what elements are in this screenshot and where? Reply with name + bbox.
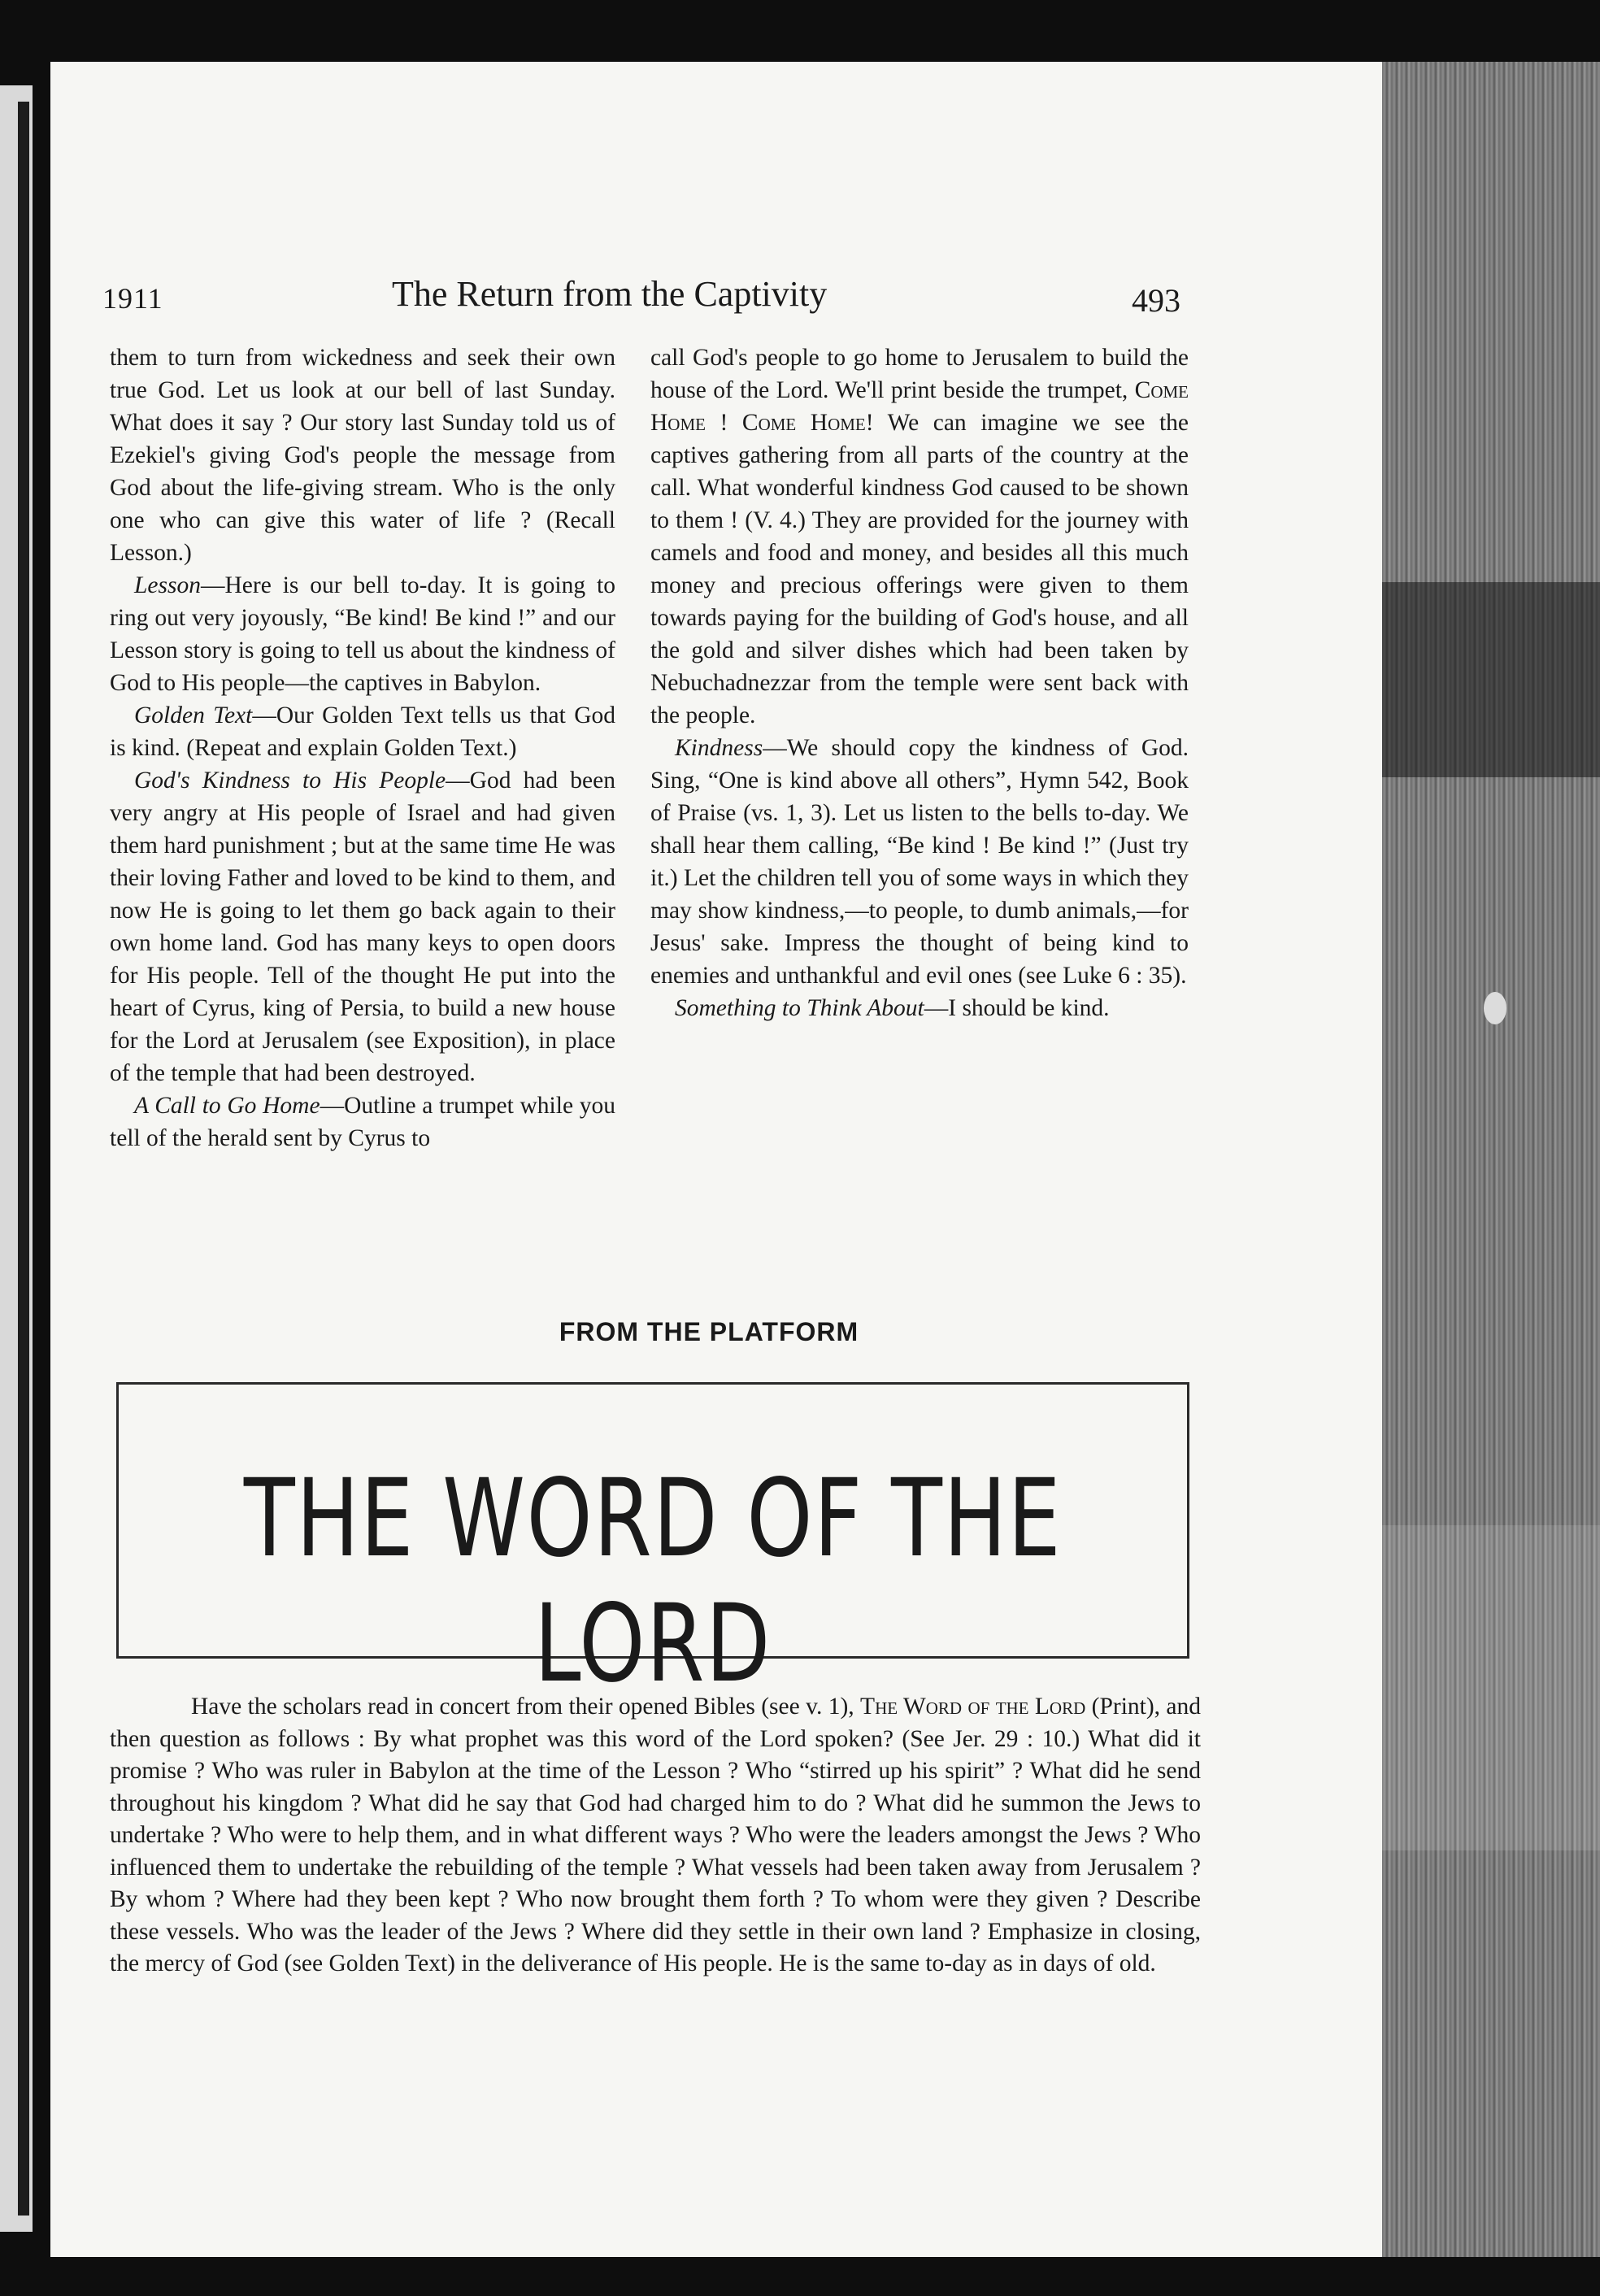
paragraph-text: We can imagine we see the captives gathering from all parts of the country at the call. What wonderful kindness God caused to be shown to them ! (V. 4.) They are provided for the journey with camels and food and money, and besides all this much money and precious offerings were given to them towards paying for the building of God's house, and all the gold and silver dishes which had been taken by Nebuchadnezzar from the temple were sent back with the people.: [650, 410, 1189, 728]
paragraph-lead: Golden Text: [134, 702, 253, 728]
small-caps-phrase: The Word of the Lord: [860, 1694, 1086, 1720]
paragraph-lead: A Call to Go Home: [134, 1093, 320, 1119]
paragraph-lesson: [110, 569, 615, 699]
paragraph-text: —I should be kind.: [924, 995, 1110, 1021]
paragraph-text: —We should copy the kindness of God. Sing, “One is kind above all others”, Hymn 542, Book of Praise (vs. 1, 3). Let us listen to the bells to-day. We shall hear them calling, “Be kind ! Be kind !” (Just try it.) Let the children tell you of some ways in which they may show kindness,—to people, to dumb animals,—for Jesus' sake. Impress the thought of being kind to enemies and unthankful and evil ones (see Luke 6 : 35).: [650, 735, 1189, 989]
paragraph: [650, 341, 1189, 732]
left-page-gutter: [18, 102, 29, 2216]
dust-speck: [1484, 992, 1507, 1024]
paragraph-text: —God had been very angry at His people of Israel and had given them hard punishment ; but at the same time He was their loving Father and loved to be kind to them, and now He is going to let them go back again to their own home land. God has many keys to open doors for His people. Tell of the thought He put into the heart of Cyrus, king of Persia, to build a new house for the Lord at Jerusalem (see Exposition), in place of the temple that had been destroyed.: [110, 768, 615, 1086]
paragraph-think-about: [650, 992, 1189, 1024]
header-year: 1911: [102, 282, 163, 315]
paragraph-kindness: [650, 732, 1189, 992]
platform-heading: FROM THE PLATFORM: [559, 1317, 859, 1346]
platform-box-title: THE WORD OF THE LORD: [243, 1456, 1063, 1707]
paragraph-text: call God's people to go home to Jerusalem to build the house of the Lord. We'll print beside the trumpet,: [650, 345, 1189, 403]
small-caps-phrase: Come Home ! Come Home!: [650, 377, 1189, 436]
paragraph-text: (Print), and then question as follows : By what prophet was this word of the Lord spoken? (See Jer. 29 : 10.) What did it promise ? Who was ruler in Babylon at the time of the Lesson ? Who “stirred up his spirit” ? What did he send throughout his kingdom ? What did he say that God had charged him to do ? What did he summon the Jews to undertake ? Who were to help them, and in what different ways ? Who were the leaders amongst the Jews ? Who influenced them to undertake the rebuilding of the temple ? What vessels had been taken away from Jerusalem ? By whom ? Where had they been kept ? Who now brought them forth ? To whom were they given ? Describe these vessels. Who was the leader of the Jews ? Where did they settle in their own land ? Emphasize in closing, the mercy of God (see Golden Text) in the deliverance of His people. He is the same to-day as in days of old.: [110, 1694, 1202, 1976]
left-column: [110, 341, 615, 1155]
edge-highlight: [1382, 1525, 1600, 1850]
running-title: The Return from the Captivity: [392, 274, 828, 314]
platform-instructions: [110, 1691, 1201, 1981]
paragraph-text: —Here is our bell to-day. It is going to ring out very joyously, “Be kind! Be kind !” and our Lesson story is going to tell us about the kindness of God to His people—the captives in Babylon.: [110, 572, 615, 696]
running-header: [50, 273, 1384, 322]
page-number: 493: [1132, 282, 1180, 319]
paragraph-call-home: [110, 1089, 615, 1155]
paragraph-lead: Lesson: [134, 572, 201, 598]
paragraph: [110, 341, 615, 569]
right-column: [650, 341, 1189, 1024]
paragraph-lead: Kindness: [675, 735, 763, 761]
paragraph-lead: God's Kindness to His People: [134, 768, 446, 794]
paragraph-gods-kindness: [110, 764, 615, 1089]
edge-stain: [1382, 582, 1600, 777]
paragraph-golden-text: [110, 699, 615, 764]
paragraph-text: —Outline a trumpet while you tell of the herald sent by Cyrus to: [110, 1093, 615, 1151]
paragraph-text: them to turn from wickedness and seek their own true God. Let us look at our bell of last Sunday. What does it say ? Our story last Sunday told us of Ezekiel's giving God's people the message from God about the life-giving stream. Who is the only one who can give this water of life ? (Recall Lesson.): [110, 345, 615, 566]
paragraph-lead: Something to Think About: [675, 995, 924, 1021]
paragraph-text: —Our Golden Text tells us that God is kind. (Repeat and explain Golden Text.): [110, 702, 615, 761]
page-block-edges: [1382, 62, 1600, 2257]
paragraph-text: Have the scholars read in concert from their opened Bibles (see v. 1),: [191, 1694, 854, 1720]
